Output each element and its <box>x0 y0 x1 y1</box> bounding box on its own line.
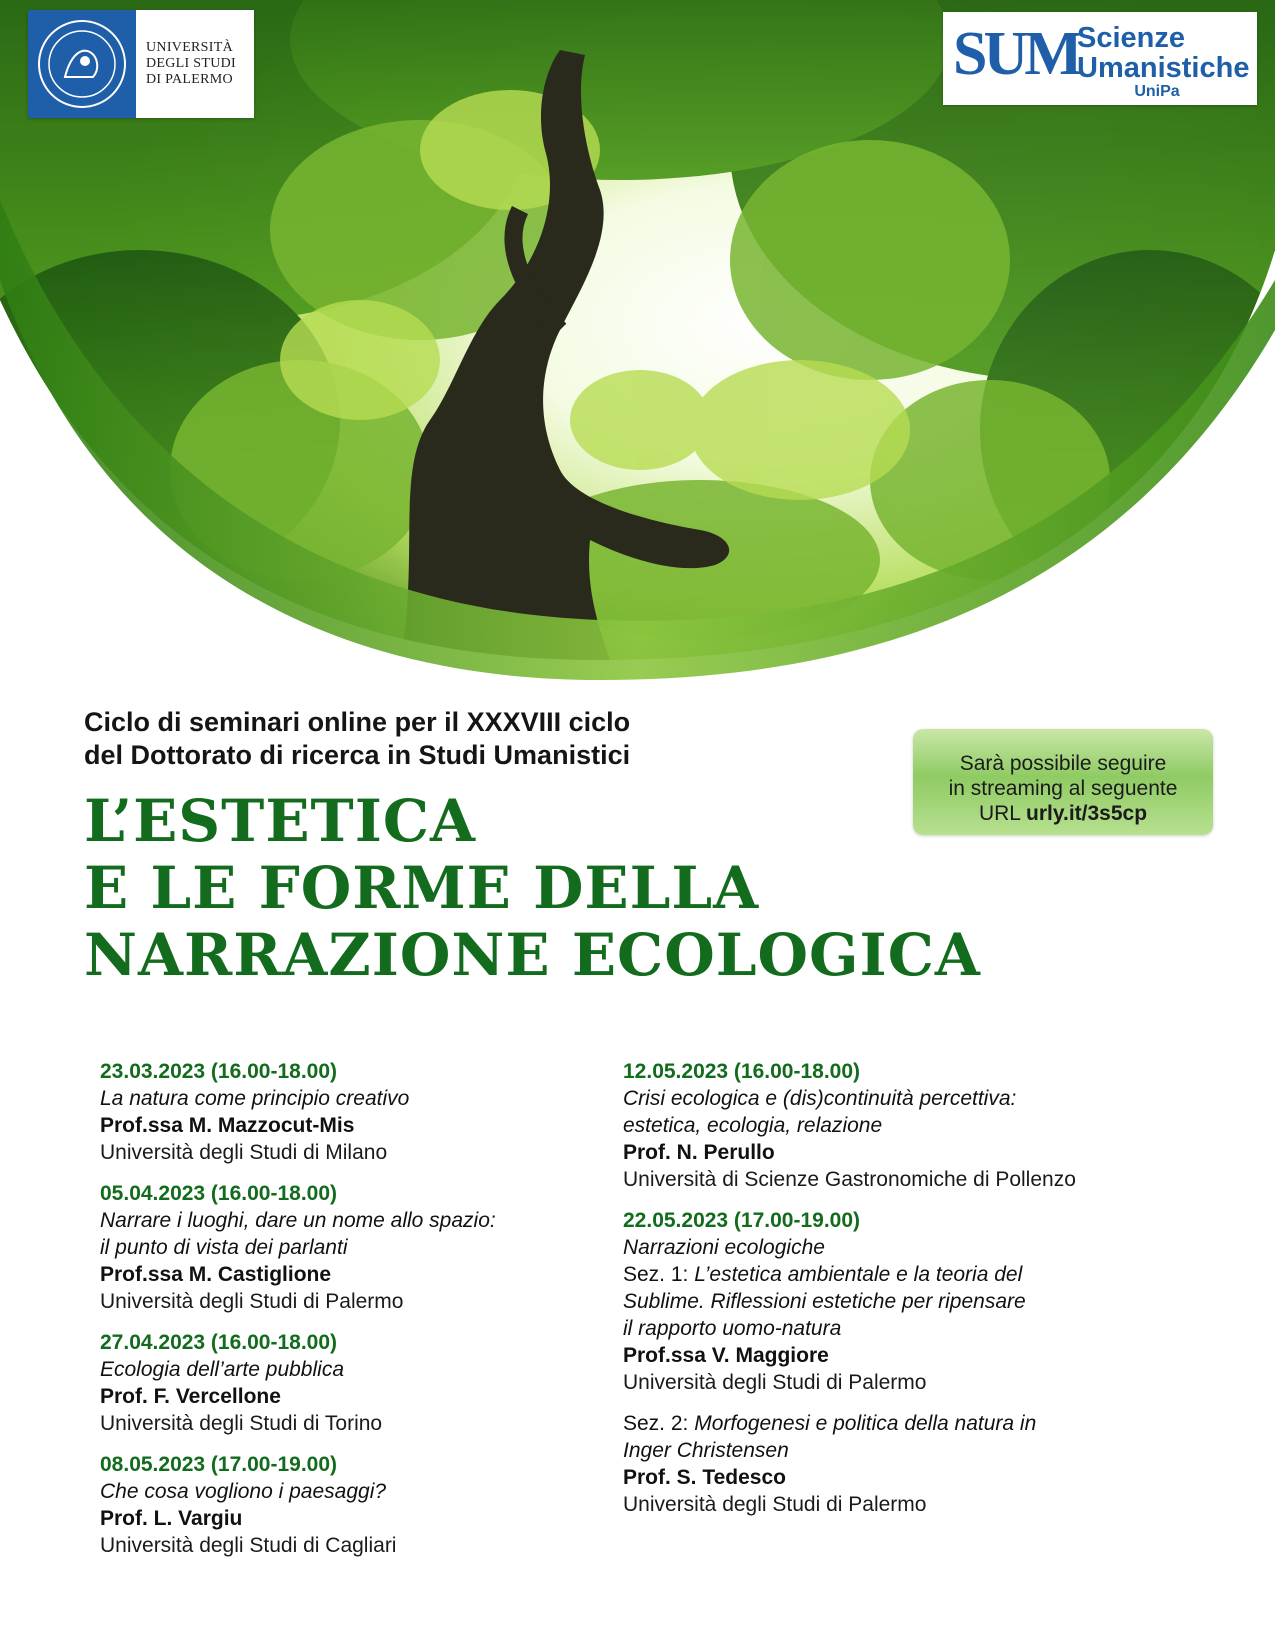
page-title <box>84 788 1044 989</box>
seminar-topic: Che cosa vogliono i paesaggi? <box>100 1480 387 1503</box>
seminar-item <box>623 1058 1223 1193</box>
seminar-topic: Narrare i luoghi, dare un nome allo spazio: <box>100 1209 496 1232</box>
seminar-item <box>100 1451 610 1559</box>
program-right-column <box>623 1058 1223 1532</box>
university-name-line: DI PALERMO <box>146 72 233 87</box>
seminar-topic: Crisi ecologica e (dis)continuità percettiva: <box>623 1087 1017 1110</box>
university-logo <box>28 10 254 118</box>
streaming-line: in streaming al seguente <box>948 777 1178 800</box>
department-logo <box>943 12 1257 105</box>
session-2-topic <box>623 1410 1223 1437</box>
seminar-topic: estetica, ecologia, relazione <box>623 1114 883 1137</box>
session-spacer <box>623 1396 1223 1410</box>
university-name-line: DEGLI STUDI <box>146 56 237 71</box>
program-left-column <box>100 1058 610 1573</box>
seminar-affiliation: Università degli Studi di Palermo <box>100 1290 404 1313</box>
seminar-affiliation: Università degli Studi di Palermo <box>623 1371 927 1394</box>
seminar-speaker: Prof. F. Vercellone <box>100 1385 281 1408</box>
session-2-label: Sez. 2: <box>623 1412 695 1435</box>
seminar-speaker: Prof. N. Perullo <box>623 1141 775 1164</box>
title-line: E LE FORME DELLA <box>84 854 760 922</box>
streaming-url-prefix: URL <box>978 802 1027 825</box>
intro-line: Ciclo di seminari online per il XXXVIII ciclo <box>84 707 631 737</box>
seminar-speaker: Prof.ssa M. Mazzocut-Mis <box>100 1114 355 1137</box>
university-seal-icon <box>28 10 136 118</box>
sum-logo-line2: Umanistiche <box>1077 52 1250 84</box>
session-topic: L’estetica ambientale e la teoria del <box>694 1263 1023 1286</box>
session-1-label: Sez. 1: <box>623 1263 695 1286</box>
seminar-topic: La natura come principio creativo <box>100 1087 410 1110</box>
seminar-topic: Ecologia dell’arte pubblica <box>100 1358 344 1381</box>
seminar-speaker: Prof. S. Tedesco <box>623 1466 786 1489</box>
sum-logo-mark: SUM <box>953 20 1079 88</box>
streaming-url-link[interactable]: urly.it/3s5cp <box>1026 802 1148 825</box>
session-topic: Inger Christensen <box>623 1439 789 1462</box>
seminar-item <box>100 1058 610 1166</box>
seminar-topic: il punto di vista dei parlanti <box>100 1236 348 1259</box>
intro-text <box>84 706 804 772</box>
seminar-date: 08.05.2023 (17.00-19.00) <box>100 1453 338 1476</box>
seminar-speaker: Prof.ssa V. Maggiore <box>623 1344 829 1367</box>
seminar-affiliation: Università degli Studi di Palermo <box>623 1493 927 1516</box>
seminar-affiliation: Università degli Studi di Cagliari <box>100 1534 397 1557</box>
seminar-date: 23.03.2023 (16.00-18.00) <box>100 1060 338 1083</box>
seminar-speaker: Prof. L. Vargiu <box>100 1507 243 1530</box>
seminar-topic: Narrazioni ecologiche <box>623 1236 825 1259</box>
sum-logo-line1: Scienze <box>1077 22 1185 54</box>
seminar-date: 12.05.2023 (16.00-18.00) <box>623 1060 861 1083</box>
seminar-affiliation: Università degli Studi di Milano <box>100 1141 388 1164</box>
seminar-date: 27.04.2023 (16.00-18.00) <box>100 1331 338 1354</box>
seminar-affiliation: Università di Scienze Gastronomiche di Pollenzo <box>623 1168 1076 1191</box>
streaming-line: Sarà possibile seguire <box>959 752 1167 775</box>
sum-logo-line3: UniPa <box>1134 83 1180 100</box>
seminar-item <box>623 1207 1223 1518</box>
university-name-line: UNIVERSITÀ <box>146 40 233 55</box>
session-topic: il rapporto uomo-natura <box>623 1317 842 1340</box>
title-line: L’ESTETICA <box>84 787 476 855</box>
streaming-info-box <box>913 729 1213 835</box>
title-line: NARRAZIONE ECOLOGICA <box>84 921 981 989</box>
streaming-url-line <box>913 801 1213 826</box>
seminar-affiliation: Università degli Studi di Torino <box>100 1412 383 1435</box>
session-1-topic <box>623 1261 1223 1288</box>
intro-line: del Dottorato di ricerca in Studi Umanistici <box>84 740 631 770</box>
university-name <box>136 40 236 88</box>
seminar-date: 05.04.2023 (16.00-18.00) <box>100 1182 338 1205</box>
seminar-date: 22.05.2023 (17.00-19.00) <box>623 1209 861 1232</box>
seminar-item <box>100 1329 610 1437</box>
seminar-speaker: Prof.ssa M. Castiglione <box>100 1263 332 1286</box>
session-topic: Morfogenesi e politica della natura in <box>694 1412 1037 1435</box>
session-topic: Sublime. Riflessioni estetiche per ripensare <box>623 1290 1026 1313</box>
seminar-item <box>100 1180 610 1315</box>
